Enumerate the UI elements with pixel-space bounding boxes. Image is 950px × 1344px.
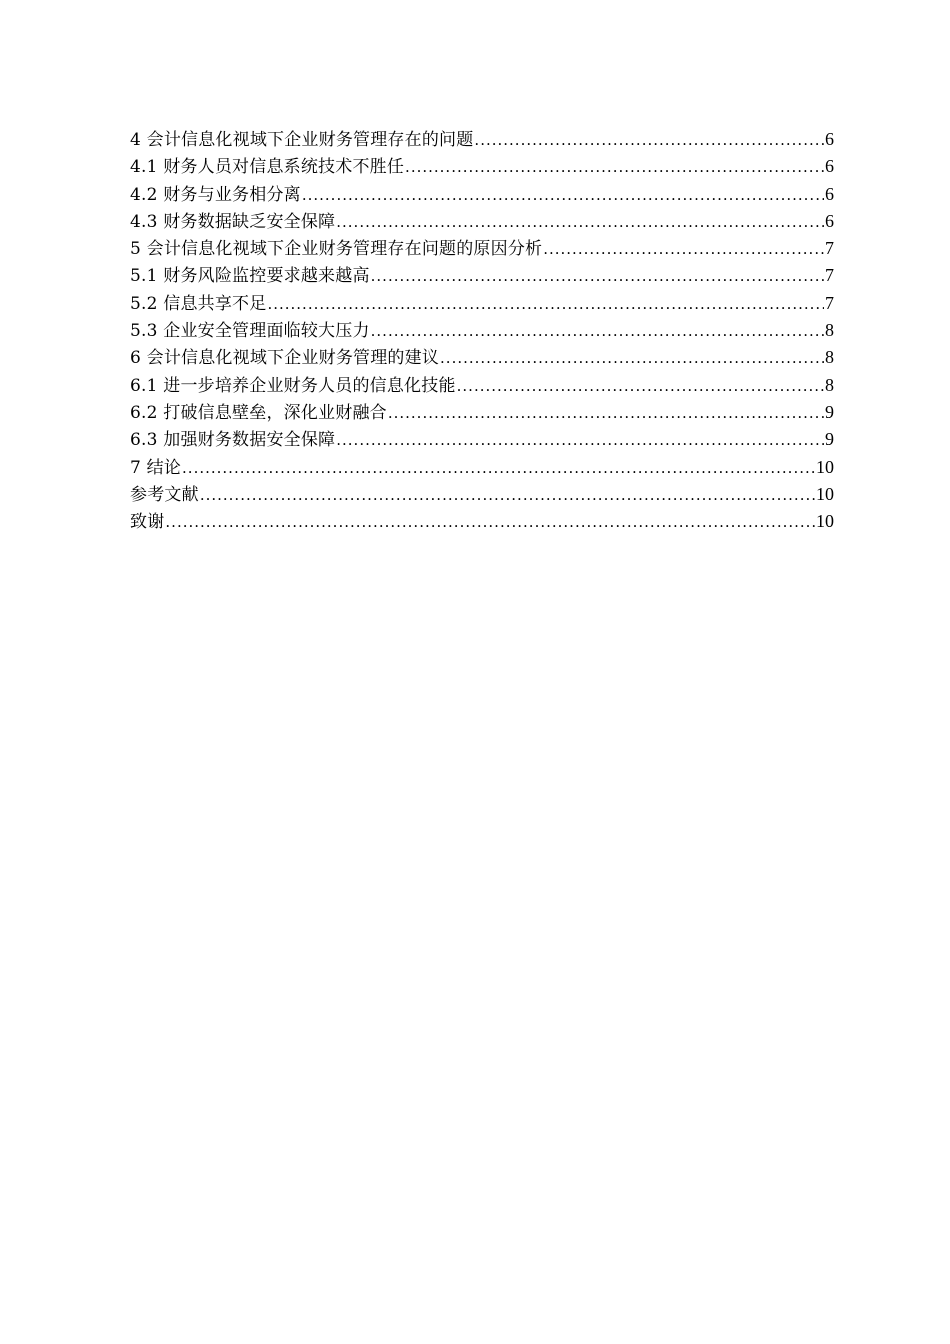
- toc-entry-title: 4 会计信息化视域下企业财务管理存在的问题: [130, 130, 474, 150]
- toc-entry: [130, 454, 834, 481]
- toc-entry-title: 5 会计信息化视域下企业财务管理存在问题的原因分析: [130, 239, 543, 260]
- toc-entry-title: 5.1 财务风险监控要求越来越高: [130, 266, 370, 287]
- toc-entry: [130, 481, 834, 508]
- toc-entry: [130, 317, 834, 344]
- toc-entry: [130, 426, 834, 453]
- toc-dot-leader: [543, 236, 824, 262]
- toc-entry: [130, 181, 834, 208]
- toc-dot-leader: [200, 482, 815, 508]
- toc-entry-page-number: 9: [825, 401, 834, 422]
- toc-dot-leader: [267, 291, 824, 317]
- toc-dot-leader: [336, 209, 824, 235]
- toc-entry-title: 6.1 进一步培养企业财务人员的信息化技能: [130, 375, 456, 396]
- toc-entry-page-number: 6: [825, 183, 834, 204]
- toc-entry-title: 5.2 信息共享不足: [130, 293, 267, 314]
- toc-entry-page-number: 7: [825, 265, 834, 286]
- toc-entry-page-number: 6: [825, 129, 834, 149]
- toc-entry: [130, 372, 834, 399]
- toc-entry-title: 6.2 打破信息壁垒，深化业财融合: [130, 402, 387, 423]
- toc-entry-title: 4.1 财务人员对信息系统技术不胜任: [130, 157, 405, 178]
- toc-entry: [130, 290, 834, 317]
- table-of-contents: [130, 126, 834, 535]
- toc-dot-leader: [405, 154, 824, 180]
- toc-dot-leader: [474, 127, 824, 153]
- toc-entry: [130, 208, 834, 235]
- toc-entry-page-number: 8: [825, 320, 834, 341]
- toc-entry-title: 参考文献: [130, 484, 199, 505]
- toc-entry-page-number: 9: [825, 429, 834, 450]
- toc-entry: [130, 399, 834, 426]
- toc-dot-leader: [371, 318, 824, 344]
- toc-entry: [130, 262, 834, 289]
- toc-dot-leader: [371, 263, 824, 289]
- toc-entry-page-number: 10: [816, 483, 834, 504]
- toc-entry-page-number: 8: [825, 374, 834, 395]
- toc-dot-leader: [336, 427, 824, 453]
- toc-entry-page-number: 7: [825, 238, 834, 259]
- toc-entry-page-number: 7: [825, 292, 834, 313]
- toc-entry-page-number: 6: [825, 156, 834, 177]
- toc-entry-page-number: 10: [816, 511, 834, 532]
- toc-entry-page-number: 10: [816, 456, 834, 477]
- toc-dot-leader: [182, 455, 815, 481]
- toc-dot-leader: [440, 345, 824, 371]
- toc-entry: [130, 508, 834, 535]
- toc-entry-page-number: 6: [825, 210, 834, 231]
- toc-entry-page-number: 8: [825, 347, 834, 368]
- toc-entry-title: 6 会计信息化视域下企业财务管理的建议: [130, 348, 440, 369]
- toc-entry: [130, 153, 834, 180]
- toc-dot-leader: [302, 182, 824, 208]
- toc-entry: [130, 126, 834, 153]
- toc-entry-title: 6.3 加强财务数据安全保障: [130, 430, 336, 451]
- toc-dot-leader: [457, 373, 824, 399]
- toc-entry-title: 4.2 财务与业务相分离: [130, 184, 301, 205]
- toc-entry-title: 4.3 财务数据缺乏安全保障: [130, 211, 336, 232]
- toc-dot-leader: [165, 509, 815, 535]
- toc-entry: [130, 235, 834, 262]
- toc-entry-title: 5.3 企业安全管理面临较大压力: [130, 321, 370, 342]
- toc-entry: [130, 344, 834, 371]
- toc-entry-title: 致谢: [130, 512, 165, 533]
- toc-entry-title: 7 结论: [130, 457, 182, 478]
- toc-dot-leader: [388, 400, 824, 426]
